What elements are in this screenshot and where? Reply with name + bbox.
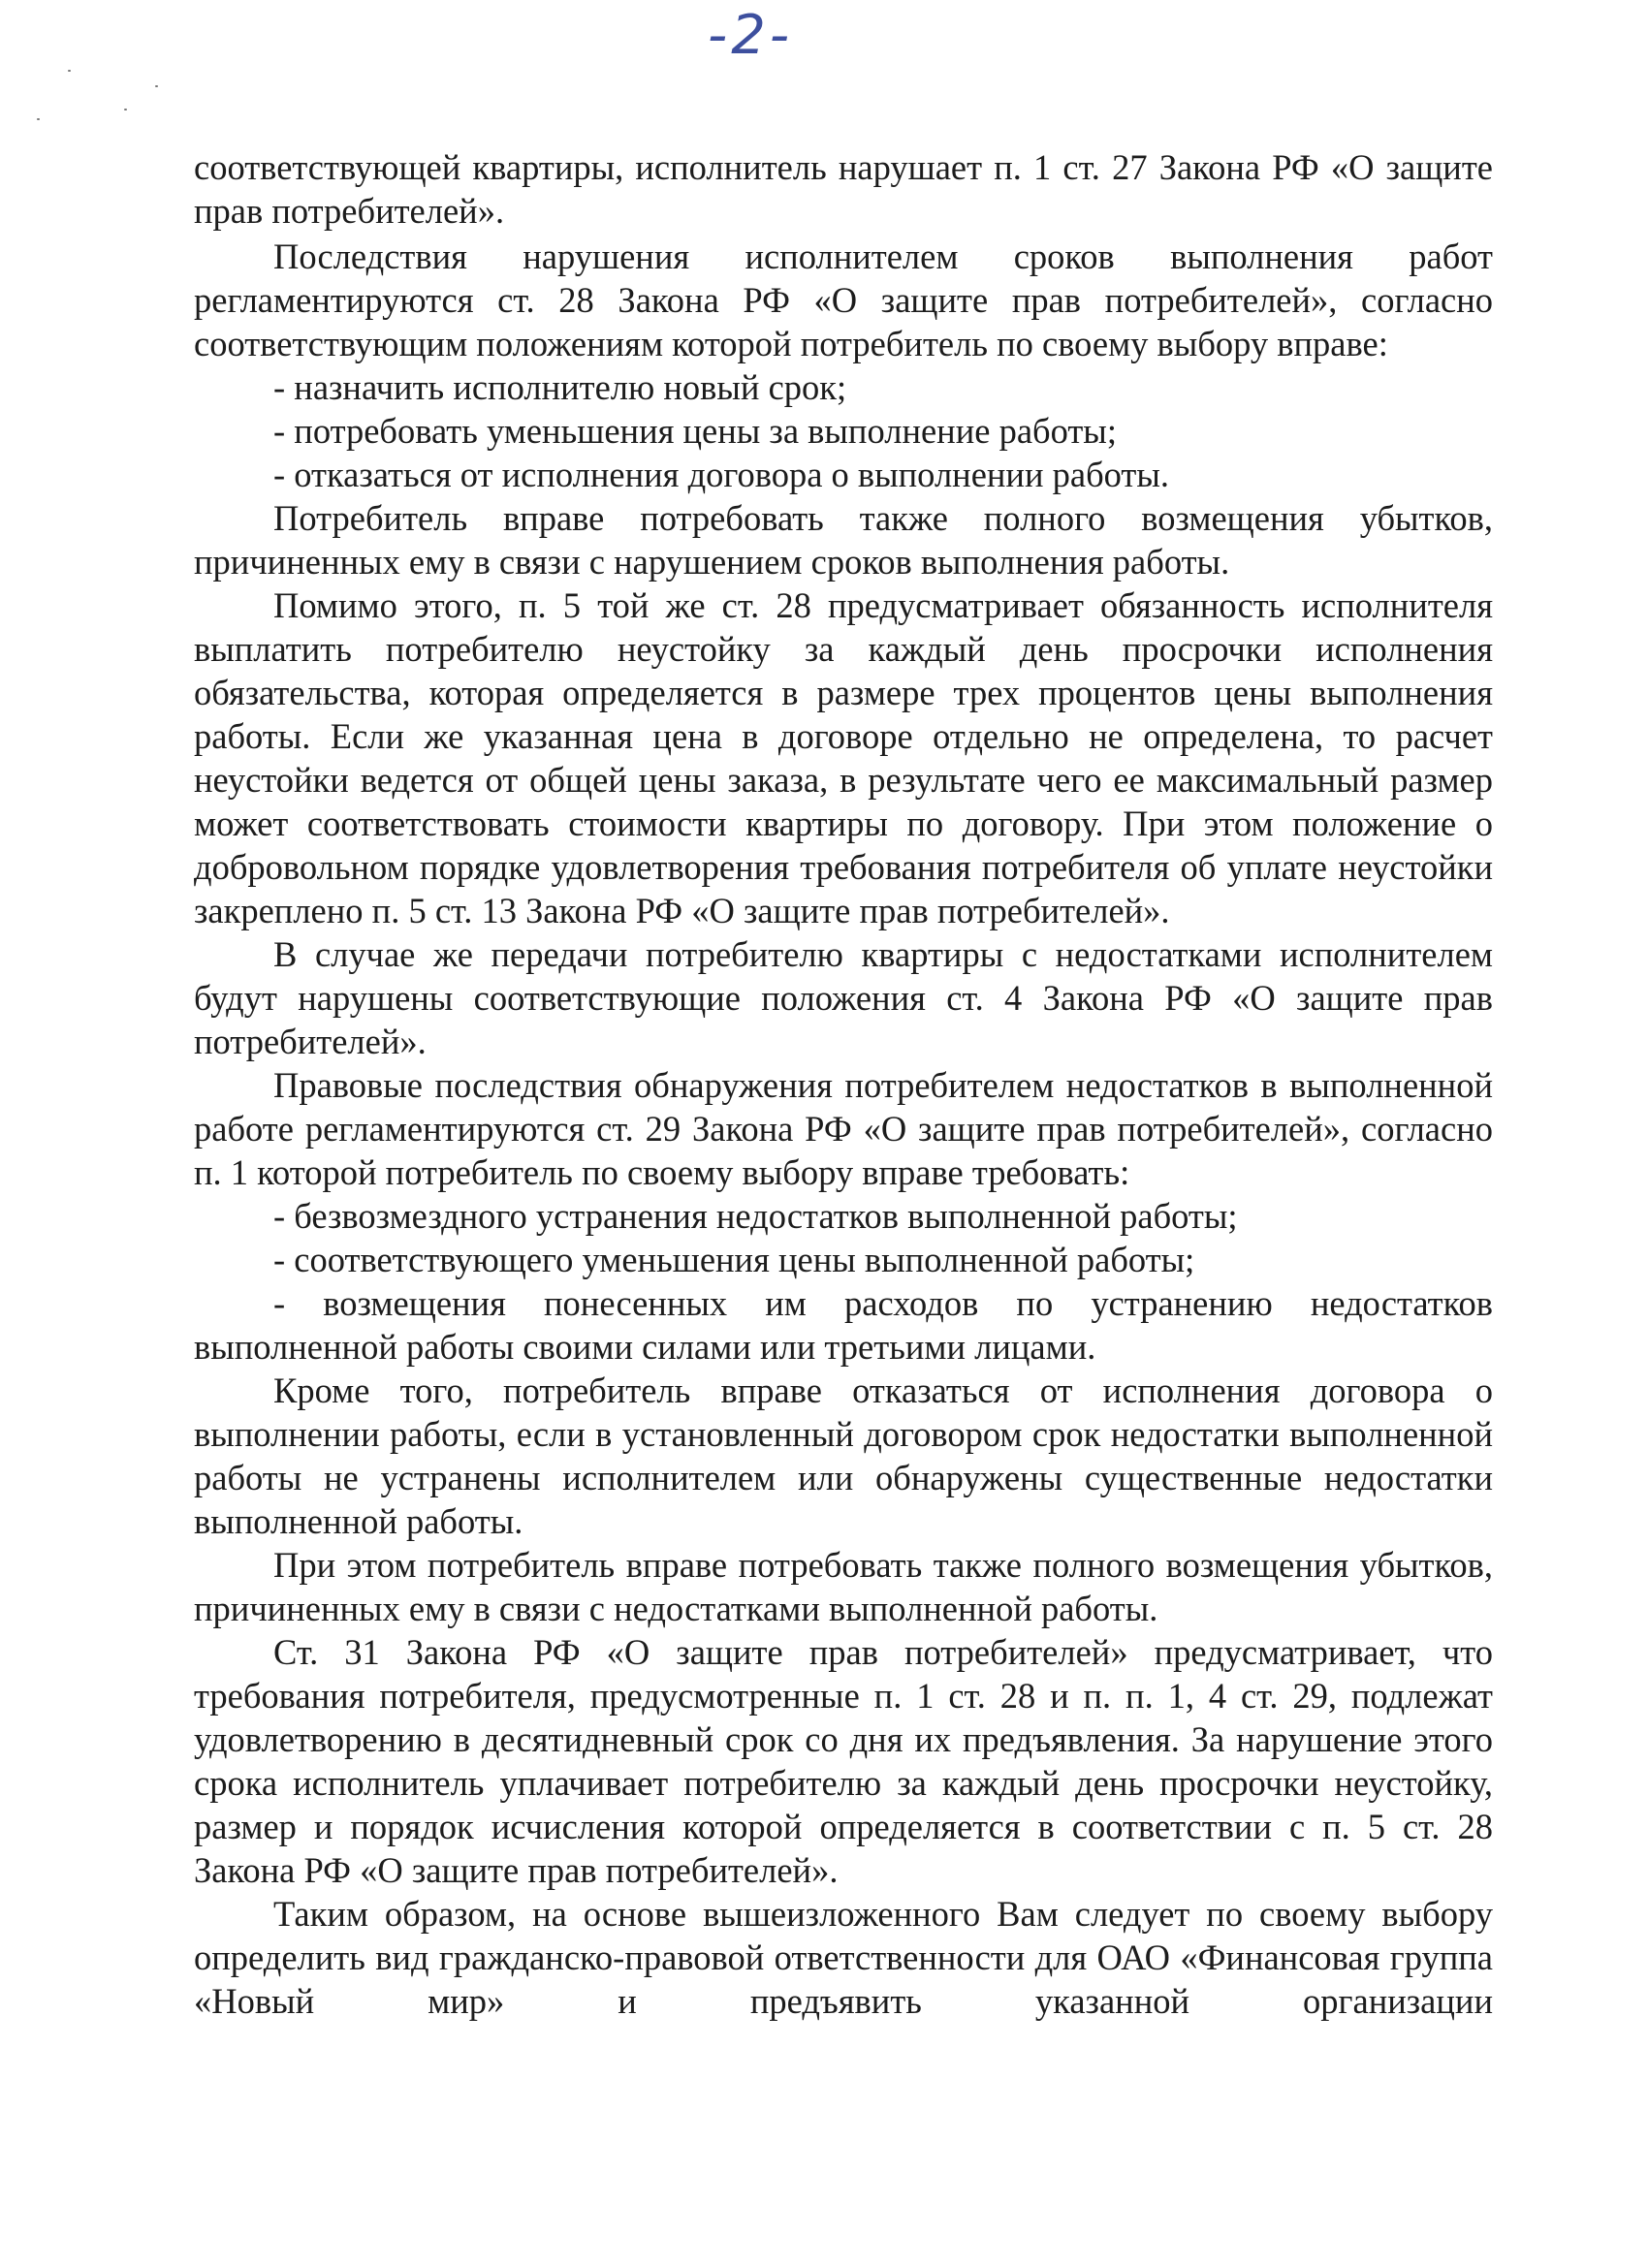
paragraph-defects-delivery: В случае же передачи потребителю квартиры с недостатками исполнителем будут нарушены соответствующие положения ст. 4 Закона РФ «О защите прав потребителей». — [194, 934, 1493, 1061]
scan-speck — [155, 85, 158, 87]
list-item-price-reduction: - потребовать уменьшения цены за выполнение работы; — [273, 411, 1117, 451]
paragraph-continuation: соответствующей квартиры, исполнитель нарушает п. 1 ст. 27 Закона РФ «О защите прав потребителей». — [194, 147, 1493, 231]
paragraph-article-31: Ст. 31 Закона РФ «О защите прав потребителей» предусматривает, что требования потребителя, предусмотренные п. 1 ст. 28 и п. п. 1, 4 ст. 29, подлежат удовлетворению в десятидневный срок со дня их предъявления. За нарушение этого срока исполнитель уплачивает потребителю за каждый день просрочки неустойку, размер и порядок исчисления которой определяется в соответствии с п. 5 ст. 28 Закона РФ «О защите прав потребителей». — [194, 1632, 1493, 1890]
list-item-contract-refusal: - отказаться от исполнения договора о выполнении работы. — [273, 455, 1170, 494]
list-item-new-deadline: - назначить исполнителю новый срок; — [273, 367, 847, 407]
list-item-expense-reimbursement: - возмещения понесенных им расходов по устранению недостатков выполненной работы своими силами или третьими лицами. — [194, 1283, 1493, 1367]
document-body — [194, 145, 1493, 2023]
paragraph-damages: Потребитель вправе потребовать также полного возмещения убытков, причиненных ему в связи с нарушением сроков выполнения работы. — [194, 498, 1493, 582]
scan-speck — [68, 70, 71, 72]
scan-speck — [124, 109, 127, 110]
list-item-price-decrease: - соответствующего уменьшения цены выполненной работы; — [273, 1240, 1195, 1279]
handwritten-page-number: -2- — [708, 4, 794, 67]
paragraph-deadline-consequences: Последствия нарушения исполнителем сроков выполнения работ регламентируются ст. 28 Закона РФ «О защите прав потребителей», согласно соответствующим положениям которой потребитель по своему выбору вправе: — [194, 236, 1493, 363]
paragraph-penalty: Помимо этого, п. 5 той же ст. 28 предусматривает обязанность исполнителя выплатить потребителю неустойку за каждый день просрочки исполнения обязательства, которая определяется в размере трех процентов цены выполнения работы. Если же указанная цена в договоре отдельно не определена, то расчет неустойки ведется от общей цены заказа, в результате чего ее максимальный размер может соответствовать стоимости квартиры по договору. При этом положение о добровольном порядке удовлетворения требования потребителя об уплате неустойки закреплено п. 5 ст. 13 Закона РФ «О защите прав потребителей». — [194, 585, 1493, 930]
paragraph-defects-consequences: Правовые последствия обнаружения потребителем недостатков в выполненной работе регламентируются ст. 29 Закона РФ «О защите прав потребителей», согласно п. 1 которой потребитель по своему выбору вправе требовать: — [194, 1065, 1493, 1192]
paragraph-conclusion: Таким образом, на основе вышеизложенного Вам следует по своему выбору определить вид гражданско-правовой ответственности для ОАО «Финансовая группа «Новый мир» и предъявить указанной организации — [194, 1894, 1493, 2021]
scan-speck — [37, 118, 40, 120]
paragraph-contract-refusal-right: Кроме того, потребитель вправе отказаться от исполнения договора о выполнении работы, если в установленный договором срок недостатки выполненной работы не устранены исполнителем или обнаружены существенные недостатки выполненной работы. — [194, 1370, 1493, 1541]
list-item-free-repair: - безвозмездного устранения недостатков выполненной работы; — [273, 1196, 1238, 1236]
paragraph-full-damages: При этом потребитель вправе потребовать также полного возмещения убытков, причиненных ему в связи с недостатками выполненной работы. — [194, 1545, 1493, 1628]
